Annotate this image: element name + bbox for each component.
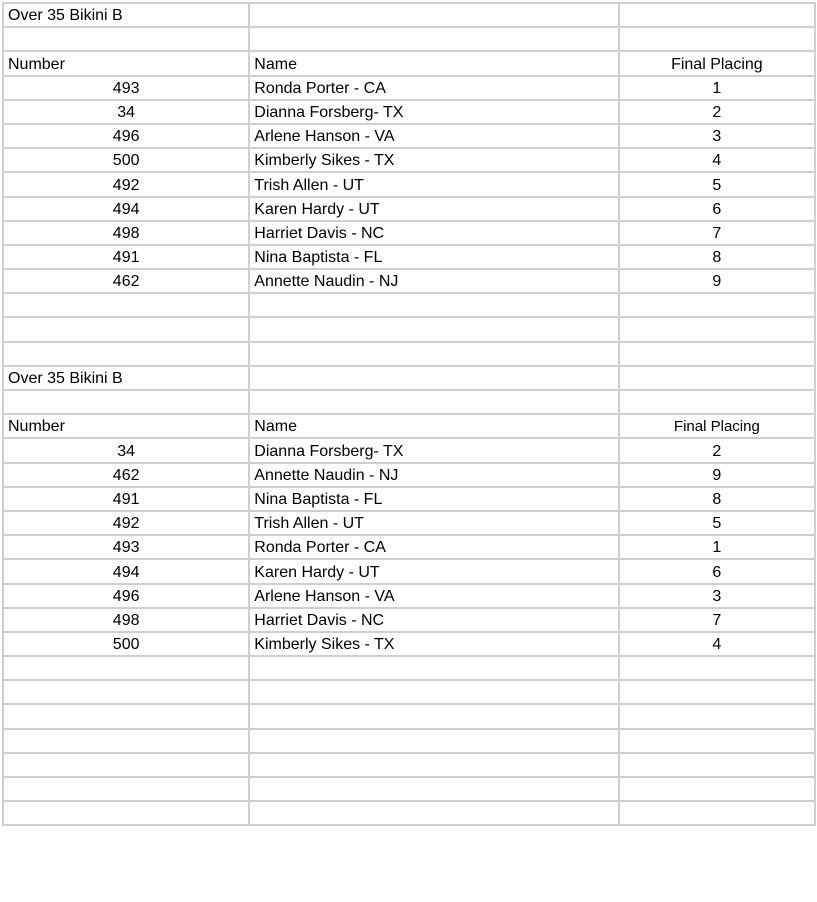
empty-cell[interactable] xyxy=(619,753,815,777)
table-row xyxy=(3,559,815,583)
empty-row xyxy=(3,390,815,414)
results-spreadsheet xyxy=(2,2,816,826)
table-row xyxy=(3,245,815,269)
empty-cell[interactable] xyxy=(249,680,618,704)
final-placing-cell[interactable]: 4 xyxy=(619,148,815,172)
competitor-number-cell[interactable]: 462 xyxy=(3,269,249,293)
header-row xyxy=(3,414,815,438)
empty-cell[interactable] xyxy=(249,753,618,777)
final-placing-cell[interactable]: 3 xyxy=(619,124,815,148)
empty-cell[interactable] xyxy=(619,704,815,728)
final-placing-cell[interactable]: 5 xyxy=(619,172,815,196)
empty-cell[interactable] xyxy=(619,3,815,27)
final-placing-cell[interactable]: 9 xyxy=(619,463,815,487)
empty-cell[interactable] xyxy=(249,27,618,51)
empty-cell[interactable] xyxy=(619,366,815,390)
empty-cell[interactable] xyxy=(3,656,249,680)
table-row xyxy=(3,632,815,656)
empty-cell[interactable] xyxy=(3,729,249,753)
competitor-number-cell[interactable]: 492 xyxy=(3,511,249,535)
section-title[interactable]: Over 35 Bikini B xyxy=(3,3,249,27)
competitor-number-cell[interactable]: 496 xyxy=(3,584,249,608)
empty-cell[interactable] xyxy=(3,342,249,366)
empty-cell[interactable] xyxy=(249,656,618,680)
number-column-header[interactable]: Number xyxy=(3,51,249,75)
table-row xyxy=(3,76,815,100)
competitor-name-cell[interactable]: Dianna Forsberg- TX xyxy=(249,100,618,124)
empty-cell[interactable] xyxy=(619,729,815,753)
final-placing-cell[interactable]: 5 xyxy=(619,511,815,535)
empty-cell[interactable] xyxy=(249,390,618,414)
final-placing-cell[interactable]: 6 xyxy=(619,559,815,583)
table-row xyxy=(3,608,815,632)
empty-row xyxy=(3,753,815,777)
competitor-number-cell[interactable]: 500 xyxy=(3,148,249,172)
competitor-name-cell[interactable]: Nina Baptista - FL xyxy=(249,245,618,269)
empty-cell[interactable] xyxy=(249,704,618,728)
final-placing-cell[interactable]: 4 xyxy=(619,632,815,656)
competitor-name-cell[interactable]: Nina Baptista - FL xyxy=(249,487,618,511)
empty-cell[interactable] xyxy=(249,293,618,317)
empty-cell[interactable] xyxy=(619,317,815,341)
competitor-number-cell[interactable]: 34 xyxy=(3,438,249,462)
final-placing-cell[interactable]: 1 xyxy=(619,535,815,559)
number-column-header[interactable]: Number xyxy=(3,414,249,438)
competitor-name-cell[interactable]: Annette Naudin - NJ xyxy=(249,463,618,487)
competitor-number-cell[interactable]: 491 xyxy=(3,487,249,511)
final-placing-cell[interactable]: 2 xyxy=(619,438,815,462)
competitor-name-cell[interactable]: Ronda Porter - CA xyxy=(249,76,618,100)
competitor-name-cell[interactable]: Arlene Hanson - VA xyxy=(249,584,618,608)
competitor-number-cell[interactable]: 493 xyxy=(3,535,249,559)
final-placing-cell[interactable]: 7 xyxy=(619,608,815,632)
final-placing-cell[interactable]: 8 xyxy=(619,487,815,511)
section-title[interactable]: Over 35 Bikini B xyxy=(3,366,249,390)
competitor-name-cell[interactable]: Karen Hardy - UT xyxy=(249,197,618,221)
competitor-number-cell[interactable]: 493 xyxy=(3,76,249,100)
final-placing-cell[interactable]: 6 xyxy=(619,197,815,221)
empty-cell[interactable] xyxy=(3,317,249,341)
final-placing-cell[interactable]: 7 xyxy=(619,221,815,245)
competitor-name-cell[interactable]: Annette Naudin - NJ xyxy=(249,269,618,293)
table-row xyxy=(3,124,815,148)
competitor-number-cell[interactable]: 462 xyxy=(3,463,249,487)
final-placing-column-header[interactable]: Final Placing xyxy=(619,51,815,75)
table-row xyxy=(3,148,815,172)
competitor-name-cell[interactable]: Arlene Hanson - VA xyxy=(249,124,618,148)
competitor-name-cell[interactable]: Trish Allen - UT xyxy=(249,511,618,535)
empty-cell[interactable] xyxy=(249,3,618,27)
table-row xyxy=(3,438,815,462)
empty-cell[interactable] xyxy=(249,366,618,390)
empty-row xyxy=(3,27,815,51)
empty-cell[interactable] xyxy=(249,801,618,825)
competitor-name-cell[interactable]: Harriet Davis - NC xyxy=(249,221,618,245)
empty-cell[interactable] xyxy=(3,753,249,777)
competitor-number-cell[interactable]: 500 xyxy=(3,632,249,656)
competitor-name-cell[interactable]: Karen Hardy - UT xyxy=(249,559,618,583)
table-row xyxy=(3,172,815,196)
empty-cell[interactable] xyxy=(249,317,618,341)
empty-cell[interactable] xyxy=(3,704,249,728)
empty-cell[interactable] xyxy=(619,342,815,366)
empty-cell[interactable] xyxy=(619,801,815,825)
competitor-number-cell[interactable]: 34 xyxy=(3,100,249,124)
competitor-name-cell[interactable]: Dianna Forsberg- TX xyxy=(249,438,618,462)
table-row xyxy=(3,511,815,535)
competitor-name-cell[interactable]: Trish Allen - UT xyxy=(249,172,618,196)
competitor-number-cell[interactable]: 498 xyxy=(3,608,249,632)
table-row xyxy=(3,269,815,293)
competitor-name-cell[interactable]: Kimberly Sikes - TX xyxy=(249,148,618,172)
empty-cell[interactable] xyxy=(619,777,815,801)
empty-cell[interactable] xyxy=(3,801,249,825)
empty-cell[interactable] xyxy=(619,390,815,414)
empty-row xyxy=(3,801,815,825)
final-placing-cell[interactable]: 3 xyxy=(619,584,815,608)
competitor-number-cell[interactable]: 494 xyxy=(3,197,249,221)
competitor-name-cell[interactable]: Ronda Porter - CA xyxy=(249,535,618,559)
empty-row xyxy=(3,777,815,801)
final-placing-cell[interactable]: 1 xyxy=(619,76,815,100)
empty-cell[interactable] xyxy=(249,342,618,366)
table-row xyxy=(3,197,815,221)
empty-row xyxy=(3,704,815,728)
name-column-header[interactable]: Name xyxy=(249,414,618,438)
name-column-header[interactable]: Name xyxy=(249,51,618,75)
table-row xyxy=(3,584,815,608)
empty-row xyxy=(3,680,815,704)
empty-cell[interactable] xyxy=(3,293,249,317)
empty-cell[interactable] xyxy=(619,656,815,680)
table-row xyxy=(3,463,815,487)
empty-cell[interactable] xyxy=(619,293,815,317)
empty-row xyxy=(3,656,815,680)
empty-cell[interactable] xyxy=(3,777,249,801)
table-row xyxy=(3,221,815,245)
empty-row xyxy=(3,342,815,366)
empty-cell[interactable] xyxy=(3,680,249,704)
empty-cell[interactable] xyxy=(249,777,618,801)
final-placing-column-header[interactable]: Final Placing xyxy=(619,414,815,438)
competitor-number-cell[interactable]: 494 xyxy=(3,559,249,583)
empty-cell[interactable] xyxy=(249,729,618,753)
section-title-row xyxy=(3,366,815,390)
empty-row xyxy=(3,293,815,317)
competitor-number-cell[interactable]: 496 xyxy=(3,124,249,148)
empty-row xyxy=(3,729,815,753)
competitor-number-cell[interactable]: 491 xyxy=(3,245,249,269)
header-row xyxy=(3,51,815,75)
competitor-name-cell[interactable]: Harriet Davis - NC xyxy=(249,608,618,632)
spreadsheet-body xyxy=(3,3,815,825)
competitor-name-cell[interactable]: Kimberly Sikes - TX xyxy=(249,632,618,656)
final-placing-cell[interactable]: 8 xyxy=(619,245,815,269)
competitor-number-cell[interactable]: 498 xyxy=(3,221,249,245)
section-title-row xyxy=(3,3,815,27)
empty-cell[interactable] xyxy=(619,680,815,704)
empty-cell[interactable] xyxy=(3,27,249,51)
empty-row xyxy=(3,317,815,341)
table-row xyxy=(3,535,815,559)
table-row xyxy=(3,100,815,124)
empty-cell[interactable] xyxy=(619,27,815,51)
final-placing-cell[interactable]: 9 xyxy=(619,269,815,293)
final-placing-cell[interactable]: 2 xyxy=(619,100,815,124)
table-row xyxy=(3,487,815,511)
empty-cell[interactable] xyxy=(3,390,249,414)
competitor-number-cell[interactable]: 492 xyxy=(3,172,249,196)
